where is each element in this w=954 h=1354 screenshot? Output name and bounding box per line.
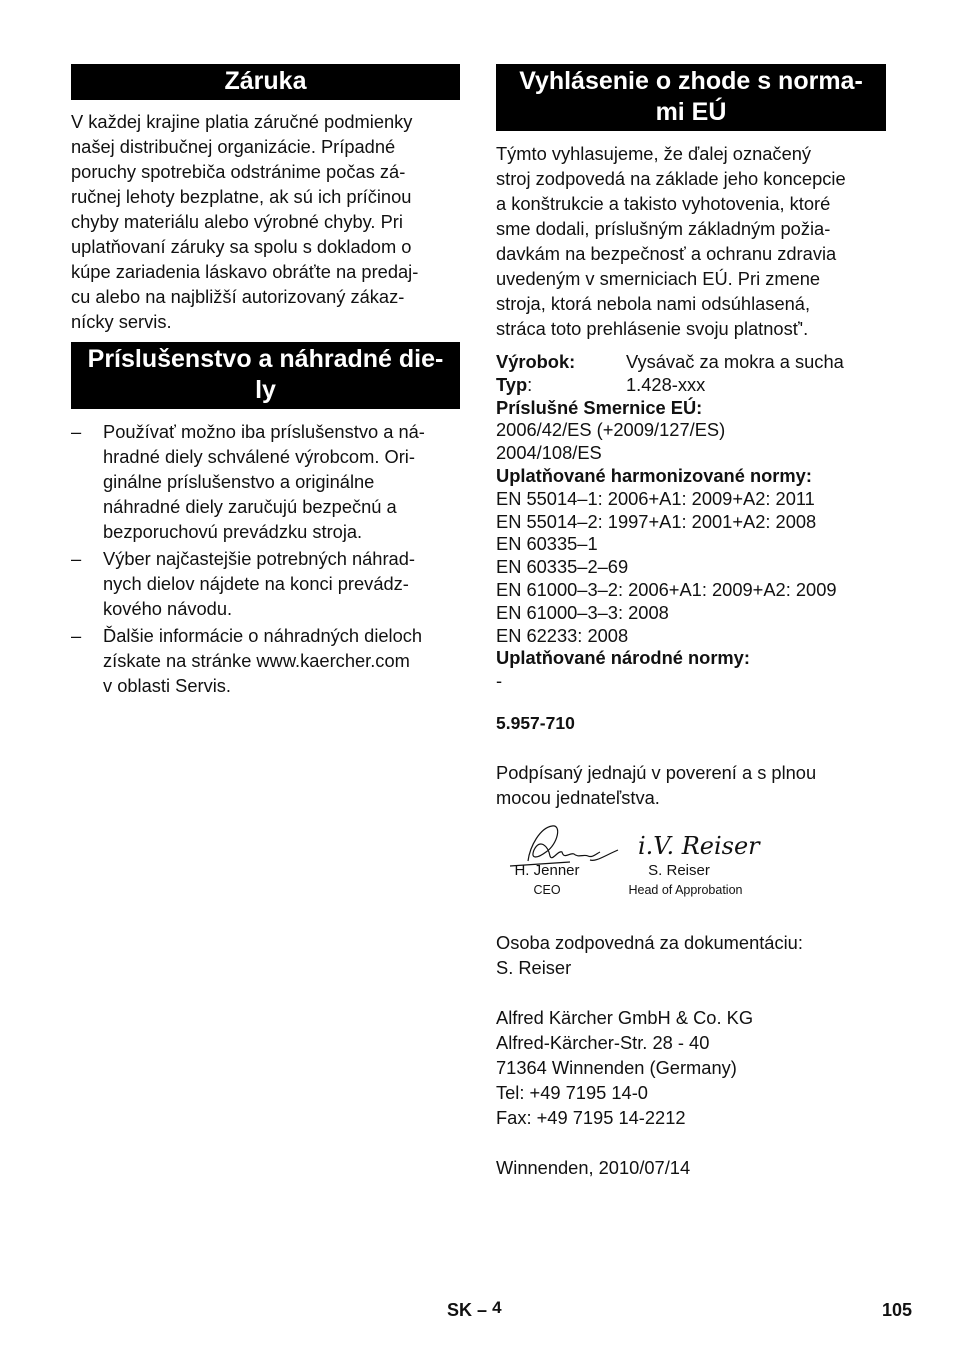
- text-line: nych dielov nájdete na konci prevádz-: [103, 573, 409, 594]
- text-line: cu alebo na najbližší autorizovaný zákaz-: [71, 286, 405, 307]
- page-number: 105: [881, 1300, 912, 1320]
- directives-label: Príslušné Smernice EÚ:: [496, 396, 703, 418]
- text-line: mocou jednateľstva.: [496, 786, 660, 808]
- harmonized-label: Uplatňované harmonizované normy:: [496, 464, 812, 486]
- type-value: 1.428-xxx: [626, 373, 706, 395]
- text-line: nícky servis.: [71, 311, 172, 332]
- text-line: hradné diely schválené výrobcom. Ori-: [103, 446, 415, 467]
- responsible-person: [496, 930, 886, 980]
- text-line: V každej krajine platia záručné podmienky: [71, 111, 413, 132]
- declaration-intro: [496, 141, 886, 341]
- dash-bullet: –: [71, 625, 82, 646]
- type-row: [496, 374, 886, 397]
- list-item: [71, 546, 460, 621]
- footer-dash: –: [477, 1300, 488, 1320]
- text-line: Alfred Kärcher GmbH & Co. KG: [496, 1006, 754, 1028]
- text-line: Podpísaný jednajú v poverení a s plnou: [496, 761, 817, 783]
- standard-item: EN 62233: 2008: [496, 624, 629, 646]
- national-value: -: [496, 670, 503, 692]
- heading-line: Príslušenstvo a náhradné die-: [87, 345, 444, 373]
- text-line: stroj zodpovedá na základe jeho koncepcie: [496, 168, 846, 189]
- text-line: uplatňovaní záruky sa spolu s dokladom o: [71, 236, 412, 257]
- text-line: stráca toto prehlásenie svoju platnosť'.: [496, 318, 809, 339]
- text-line: 71364 Winnenden (Germany): [496, 1056, 737, 1078]
- accessories-list: [71, 419, 460, 698]
- text-line: Fax: +49 7195 14-2212: [496, 1106, 686, 1128]
- text-line: získate na stránke www.kaercher.com: [103, 650, 410, 671]
- product-row: [496, 351, 886, 374]
- company-address: [496, 1005, 886, 1130]
- signer-title: Head of Approbation: [628, 882, 743, 897]
- dash-bullet: –: [71, 421, 82, 442]
- heading-line: ly: [255, 376, 276, 404]
- text-line: Alfred-Kärcher-Str. 28 - 40: [496, 1031, 710, 1053]
- footer-lang: SK: [447, 1300, 473, 1320]
- standard-item: EN 60335–2–69: [496, 556, 629, 578]
- warranty-text: [71, 109, 460, 334]
- warranty-heading: Záruka: [71, 64, 460, 100]
- text-line: v oblasti Servis.: [103, 675, 232, 696]
- signer-name: H. Jenner: [514, 861, 580, 879]
- declaration-heading: [496, 64, 886, 131]
- text-line: Používať možno iba príslušenstvo a ná-: [103, 421, 425, 442]
- text-line: uvedeným v smerniciach EÚ. Pri zmene: [496, 268, 821, 289]
- place-date: Winnenden, 2010/07/14: [496, 1156, 691, 1178]
- type-label-group: [496, 374, 626, 397]
- footer-section: [447, 1298, 502, 1321]
- standard-item: EN 55014–1: 2006+A1: 2009+A2: 2011: [496, 487, 815, 509]
- heading-line: mi EÚ: [655, 98, 727, 126]
- text-line: Ďalšie informácie o náhradných dieloch: [103, 625, 423, 646]
- standard-item: EN 60335–1: [496, 533, 598, 555]
- product-value: Vysávač za mokra a sucha: [626, 351, 844, 372]
- directive-item: 2004/108/ES: [496, 442, 602, 464]
- dash-bullet: –: [71, 548, 82, 569]
- type-label: Typ: [496, 373, 528, 395]
- signature-handwriting: i.V. Reiser: [638, 831, 760, 860]
- list-item: [71, 623, 460, 698]
- text-line: davkám na bezpečnosť a ochranu zdravia: [496, 243, 837, 264]
- text-line: Výber najčastejšie potrebných náhrad-: [103, 548, 415, 569]
- right-column: [496, 64, 886, 1180]
- signer-name: S. Reiser: [648, 861, 710, 879]
- text-line: kúpe zariadenia láskavo obráťte na predaj-: [71, 261, 419, 282]
- text-line: náhradné diely zaručujú bezpečnú a: [103, 496, 397, 517]
- signed-statement: [496, 760, 886, 810]
- heading-line: Vyhlásenie o zhode s norma-: [519, 67, 863, 95]
- standard-item: EN 55014–2: 1997+A1: 2001+A2: 2008: [496, 510, 817, 532]
- text-line: ručnej lehoty bezplatne, ak sú ich príčinou: [71, 186, 412, 207]
- text-line: Týmto vyhlasujeme, že ďalej označený: [496, 143, 812, 164]
- footer-section-page: 4: [492, 1298, 502, 1317]
- text-line: sme dodali, príslušným základným požia-: [496, 218, 831, 239]
- text-line: poruchy spotrebiča odstránime počas zá-: [71, 161, 406, 182]
- list-item: [71, 419, 460, 544]
- text-line: ginálne príslušenstvo a originálne: [103, 471, 375, 492]
- signatures: [496, 816, 886, 920]
- directive-item: 2006/42/ES (+2009/127/ES): [496, 419, 726, 441]
- product-specs: [496, 351, 886, 693]
- text-line: stroja, ktorá nebola nami odsúhlasená,: [496, 293, 811, 314]
- text-line: Tel: +49 7195 14-0: [496, 1081, 648, 1103]
- text-line: kového návodu.: [103, 598, 233, 619]
- standard-item: EN 61000–3–2: 2006+A1: 2009+A2: 2009: [496, 578, 837, 600]
- text-line: bezporuchovú prevádzku stroja.: [103, 521, 363, 542]
- text-line: Osoba zodpovedná za dokumentáciu:: [496, 931, 803, 953]
- product-label: Výrobok:: [496, 351, 576, 372]
- national-label: Uplatňované národné normy:: [496, 647, 750, 669]
- type-colon: :: [527, 373, 533, 395]
- text-line: a konštrukcie a takisto vyhotovenia, ktoré: [496, 193, 831, 214]
- signer-title: CEO: [533, 882, 561, 897]
- text-line: chyby materiálu alebo výrobné chyby. Pri: [71, 211, 403, 232]
- text-line: našej distribučnej organizácie. Prípadné: [71, 136, 396, 157]
- document-number: 5.957-710: [496, 712, 575, 733]
- text-line: S. Reiser: [496, 956, 572, 978]
- left-column: [71, 64, 460, 700]
- accessories-heading: [71, 342, 460, 409]
- standard-item: EN 61000–3–3: 2008: [496, 601, 669, 623]
